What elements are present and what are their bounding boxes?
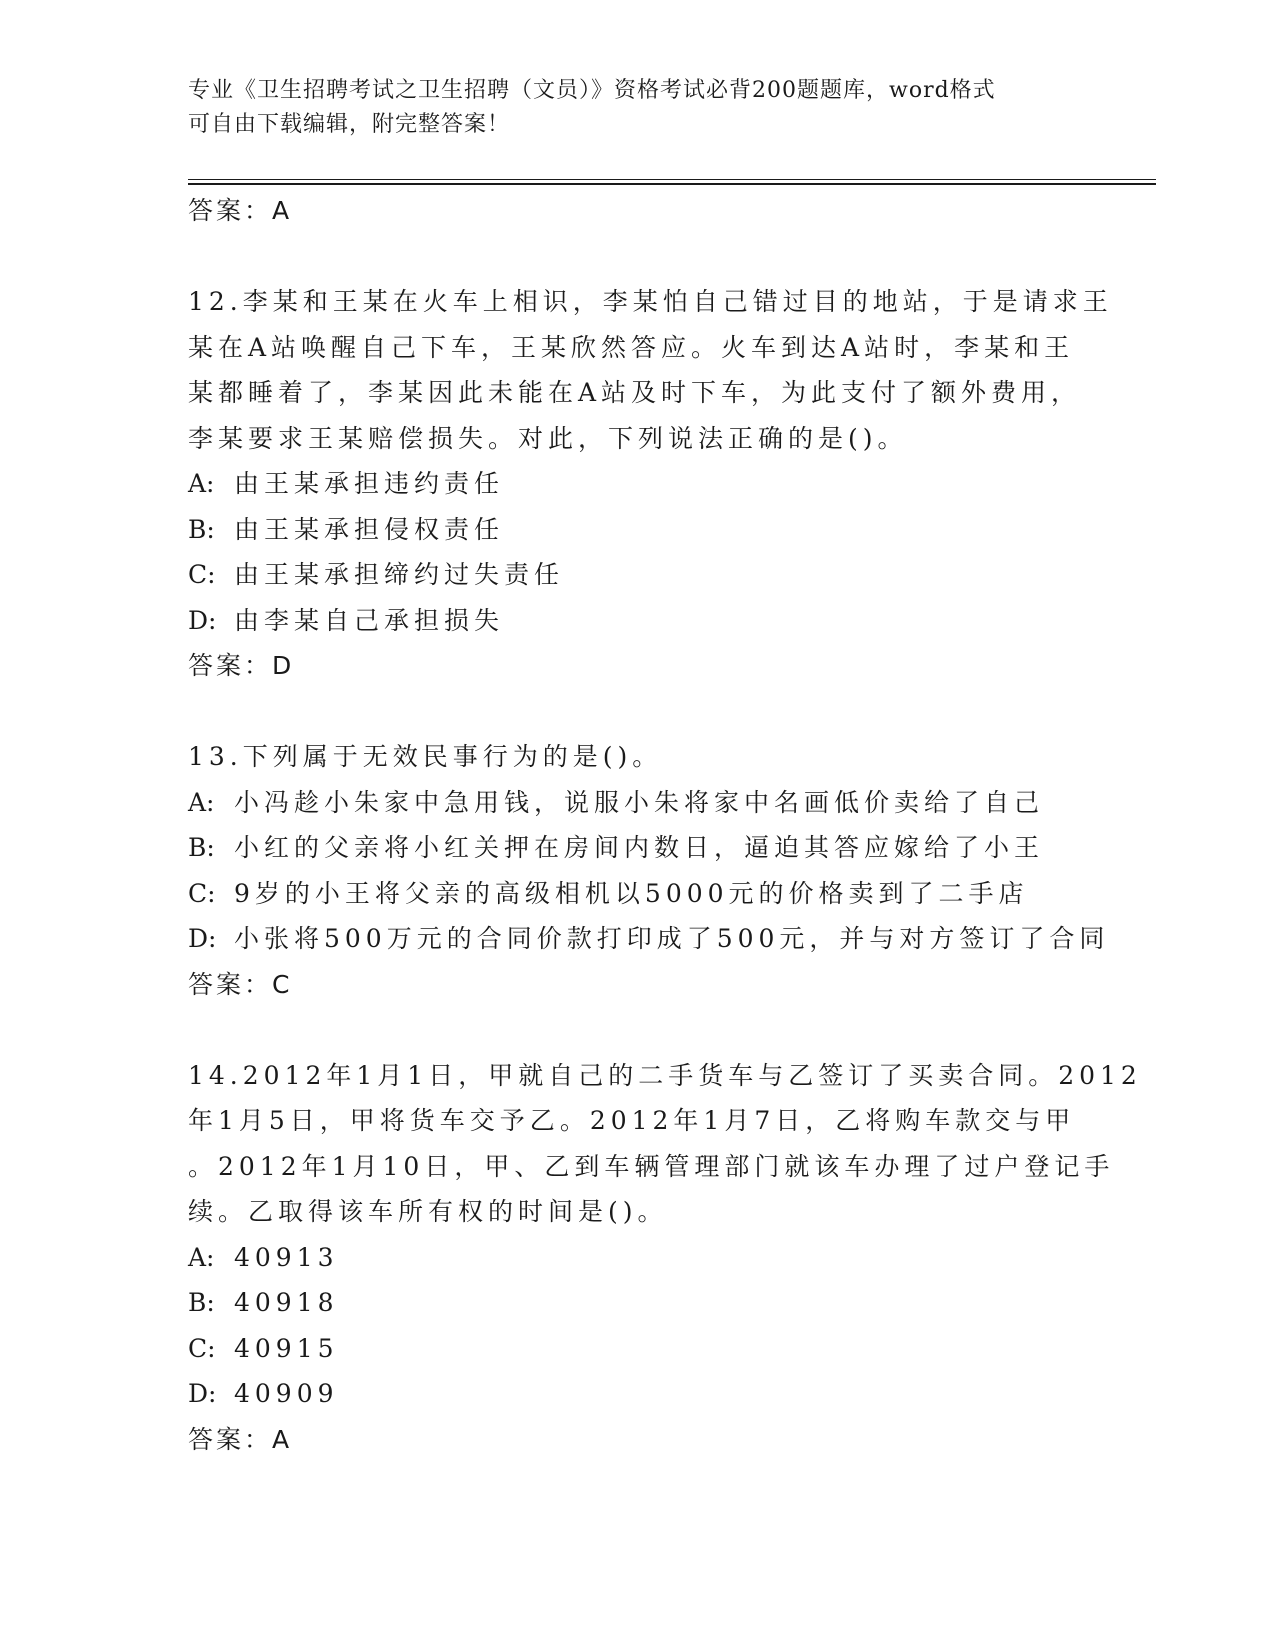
option-text: 由李某自己承担损失	[234, 605, 505, 635]
option-letter: A:	[188, 787, 215, 817]
answer-value: C	[272, 969, 291, 999]
option-letter: B:	[188, 833, 215, 862]
answer-label: 答案：	[188, 969, 273, 999]
option-text: 小冯趁小朱家中急用钱，说服小朱将家中名画低价卖给了自己	[234, 787, 1045, 817]
option-letter: D:	[188, 1379, 217, 1408]
question-stem-line: 续。乙取得该车所有权的时间是()。	[188, 1197, 668, 1226]
option-text: 由王某承担违约责任	[234, 469, 505, 498]
question-stem-line: 李某要求王某赔偿损失。对此，下列说法正确的是()。	[188, 423, 908, 453]
option-c	[188, 871, 1088, 917]
option-a	[188, 1235, 1088, 1281]
spacer	[188, 689, 1088, 734]
question-13	[188, 734, 1110, 1008]
question-stem-line: 13.下列属于无效民事行为的是()。	[188, 742, 663, 771]
question-answer	[188, 962, 1088, 1008]
question-stem-line: 某在A站唤醒自己下车，王某欣然答应。火车到达A站时，李某和王	[188, 332, 1075, 362]
question-stem-line: 12.李某和王某在火车上相识，李某怕自己错过目的地站，于是请求王	[188, 287, 1113, 316]
question-stem-line: 某都睡着了，李某因此未能在A站及时下车，为此支付了额外费用，	[188, 378, 1082, 407]
option-letter: A:	[188, 1242, 215, 1272]
option-text: 由王某承担缔约过失责任	[234, 560, 565, 589]
option-b	[188, 1280, 1088, 1326]
spacer	[188, 234, 1088, 279]
option-text: 40913	[234, 1242, 339, 1272]
option-text: 40918	[234, 1288, 339, 1317]
option-b	[188, 825, 1088, 871]
option-d	[188, 1371, 1088, 1417]
header-rule-thick	[188, 183, 1156, 185]
question-stem-line: 14.2012年1月1日，甲就自己的二手货车与乙签订了买卖合同。2012	[188, 1060, 1142, 1090]
option-d	[188, 598, 1088, 644]
option-letter: D:	[188, 924, 217, 953]
option-text: 由王某承担侵权责任	[234, 514, 505, 544]
option-a	[188, 780, 1088, 826]
document-header	[188, 74, 1088, 142]
option-text: 小红的父亲将小红关押在房间内数日，逼迫其答应嫁给了小王	[234, 833, 1045, 862]
answer-label: 答案：	[188, 196, 273, 225]
option-c	[188, 1326, 1088, 1372]
option-b	[188, 507, 1088, 553]
answer-label: 答案：	[188, 1424, 273, 1454]
option-letter: D:	[188, 605, 217, 635]
option-a	[188, 461, 1088, 507]
option-text: 9岁的小王将父亲的高级相机以5000元的价格卖到了二手店	[234, 878, 1029, 908]
option-text: 40915	[234, 1333, 339, 1363]
header-rule-thin	[188, 179, 1156, 180]
option-letter: B:	[188, 514, 215, 544]
option-d	[188, 916, 1110, 962]
question-stem-line: 年1月5日，甲将货车交予乙。2012年1月7日，乙将购车款交与甲	[188, 1106, 1076, 1135]
answer-value: A	[272, 1424, 291, 1454]
option-letter: C:	[188, 1333, 216, 1363]
option-letter: C:	[188, 878, 216, 908]
option-letter: B:	[188, 1288, 215, 1317]
question-answer	[188, 1417, 1088, 1463]
option-text: 小张将500万元的合同价款打印成了500元，并与对方签订了合同	[234, 924, 1110, 953]
spacer	[188, 1008, 1088, 1053]
question-list	[188, 188, 1142, 1463]
option-letter: A:	[188, 469, 215, 498]
answer-value: A	[272, 196, 291, 225]
option-c	[188, 552, 1088, 598]
question-stem-line: 。2012年1月10日，甲、乙到车辆管理部门就该车办理了过户登记手	[188, 1151, 1115, 1181]
answer-label: 答案：	[188, 651, 273, 680]
header-line-1: 专业《卫生招聘考试之卫生招聘（文员）》资格考试必背200题题库，word格式	[188, 78, 996, 103]
option-text: 40909	[234, 1379, 339, 1408]
option-letter: C:	[188, 560, 216, 589]
answer-value: D	[272, 651, 293, 680]
question-12	[188, 279, 1113, 689]
previous-answer	[188, 188, 1088, 234]
question-answer	[188, 643, 1088, 689]
question-14	[188, 1053, 1142, 1463]
header-line-2: 可自由下载编辑，附完整答案！	[188, 112, 511, 137]
